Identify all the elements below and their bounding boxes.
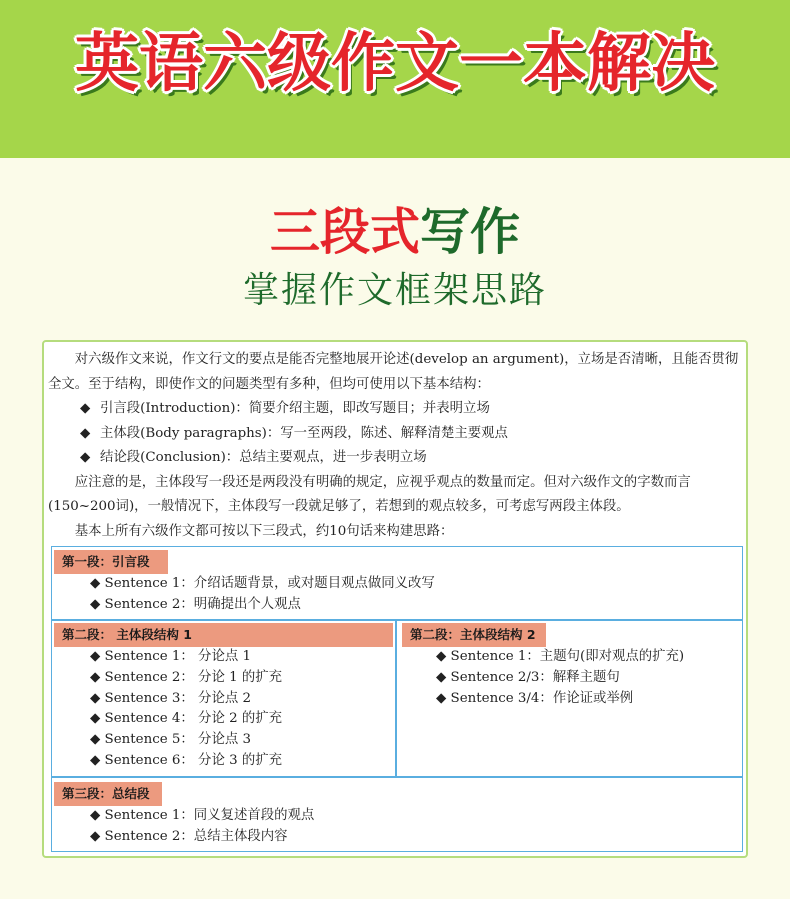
list-item: ◆ Sentence 1： 分论点 1	[90, 649, 252, 664]
list-item: ◆ Sentence 2：明确提出个人观点	[90, 596, 301, 612]
section-body-paragraph	[51, 620, 743, 777]
intro-paragraph-2: 应注意的是，主体段写一段还是两段没有明确的规定，应视乎观点的数量而定。但对六级作文的字数而言(150~200词)，一般情况下，主体段写一段就足够了，若想到的观点较多，可考虑写两段主体段。	[48, 474, 691, 514]
diamond-icon: ◆	[80, 425, 91, 441]
diamond-icon: ◆	[80, 450, 91, 465]
sentence-list	[90, 647, 282, 772]
section-label: 第三段：总结段	[54, 782, 162, 806]
diamond-icon: ◆	[80, 401, 91, 416]
intro-paragraph-3: 基本上所有六级作文都可按以下三段式，约10句话来构建思路：	[74, 523, 454, 539]
sentence-list	[436, 647, 684, 709]
section-label: 第二段： 主体段结构 1	[54, 623, 393, 647]
list-item: ◆ Sentence 6： 分论 3 的扩充	[90, 752, 283, 768]
heading-red-part: 三段式	[270, 203, 420, 261]
section-conclusion-paragraph	[51, 777, 743, 852]
bullet-item: ◆ 引言段(Introduction)：简要介绍主题，即改写题目；并表明立场	[48, 397, 744, 422]
content-card	[42, 340, 748, 858]
sentence-list	[90, 574, 435, 616]
list-item: ◆ Sentence 1：主题句(即对观点的扩充)	[436, 649, 685, 664]
intro-paragraph-1: 对六级作文来说，作文行文的要点是能否完整地展开论述(develop an argument)，立场是否清晰，且能否贯彻全文。至于结构，即使作文的问题类型有多种，但均可使用以下基本结构：	[48, 352, 739, 392]
page-subtitle: 掌握作文框架思路	[242, 270, 547, 311]
list-item: ◆ Sentence 3/4：作论证或举例	[436, 690, 634, 706]
list-item: ◆ Sentence 1：同义复述首段的观点	[90, 808, 315, 823]
bullet-item: ◆ 结论段(Conclusion)：总结主要观点，进一步表明立场	[48, 446, 744, 471]
list-item: ◆ Sentence 5： 分论点 3	[90, 732, 252, 748]
list-item: ◆ Sentence 2： 分论 1 的扩充	[90, 669, 283, 685]
bullet-item: ◆ 主体段(Body paragraphs)：写一至两段，陈述、解释清楚主要观点	[48, 422, 744, 447]
list-item: ◆ Sentence 4： 分论 2 的扩充	[90, 711, 283, 727]
intro-text	[48, 348, 744, 544]
top-banner	[0, 0, 790, 158]
heading-green-part: 写作	[420, 203, 520, 261]
section-label: 第二段：主体段结构 2	[402, 623, 546, 647]
section-label: 第一段：引言段	[54, 550, 168, 574]
banner-title: 英语六级作文一本解决	[75, 27, 715, 101]
list-item: ◆ Sentence 2：总结主体段内容	[90, 828, 288, 844]
page-heading	[0, 203, 790, 261]
section-first-paragraph	[51, 546, 743, 620]
list-item: ◆ Sentence 2/3：解释主题句	[436, 669, 620, 685]
sentence-list	[90, 806, 314, 848]
column-divider	[395, 621, 397, 776]
list-item: ◆ Sentence 3： 分论点 2	[90, 690, 252, 706]
list-item: ◆ Sentence 1：介绍话题背景，或对题目观点做同义改写	[90, 576, 435, 591]
